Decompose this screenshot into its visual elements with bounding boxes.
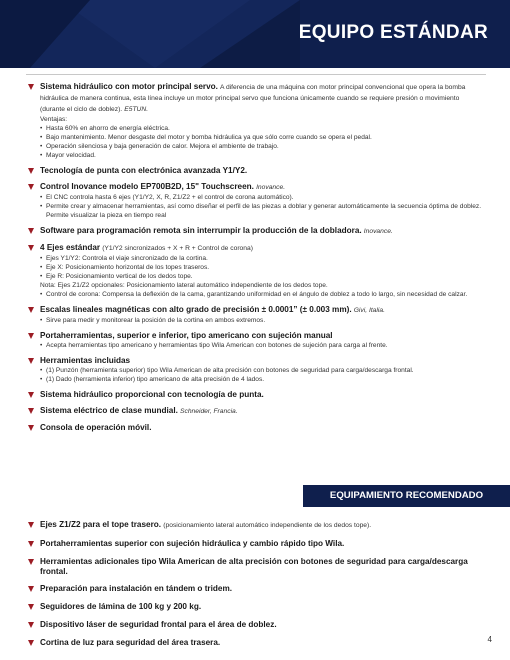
triangle-bullet-icon xyxy=(28,358,34,364)
item-brand: Schneider, Francia. xyxy=(180,408,238,415)
sub-item-text: Operación silenciosa y baja generación de calor. Mejora el ambiente de trabajo. xyxy=(46,143,279,150)
item-title: Seguidores de lámina de 100 kg y 200 kg. xyxy=(40,602,202,612)
sub-item xyxy=(40,272,482,281)
triangle-bullet-icon xyxy=(28,84,34,90)
sub-item xyxy=(40,316,482,325)
list-item xyxy=(26,182,482,220)
triangle-bullet-icon xyxy=(28,640,34,646)
triangle-bullet-icon xyxy=(28,245,34,251)
sub-item xyxy=(40,193,482,202)
triangle-bullet-icon xyxy=(28,622,34,628)
item-description: A diferencia de una máquina con motor principal convencional que opera la bomba hidráulica de manera continua, esta línea incluye un motor principal servo que funciona únicamente cuando se requiere presión o movimiento (durante el ciclo de doblez). xyxy=(40,84,466,113)
list-item xyxy=(26,406,482,417)
triangle-bullet-icon xyxy=(28,408,34,414)
triangle-bullet-icon xyxy=(28,541,34,547)
sub-item-text: Eje X: Posicionamiento horizontal de los topes traseros. xyxy=(46,264,210,271)
item-note: Nota: Ejes Z1/Z2 opcionales: Posicionamiento lateral automático independiente de los dedos tope. xyxy=(40,282,328,289)
list-item xyxy=(26,166,482,176)
item-title: Sistema eléctrico de clase mundial. xyxy=(40,406,178,415)
sub-item-text: Ejes Y1/Y2: Controla el viaje sincronizado de la cortina. xyxy=(46,255,208,262)
bullet-icon: • xyxy=(40,255,43,262)
list-item xyxy=(26,423,482,433)
item-description: (posicionamiento lateral automático independiente de los dedos tope). xyxy=(163,522,372,529)
sub-item-text: Eje R: Posicionamiento vertical de los dedos tope. xyxy=(46,273,193,280)
triangle-bullet-icon xyxy=(28,425,34,431)
item-title: Consola de operación móvil. xyxy=(40,423,152,432)
bullet-icon: • xyxy=(40,376,43,383)
standard-equipment-list xyxy=(26,82,482,439)
sub-list xyxy=(40,341,482,350)
triangle-bullet-icon xyxy=(28,228,34,234)
list-item xyxy=(26,620,496,630)
item-title: Software para programación remota sin interrumpir la producción de la dobladora. xyxy=(40,226,362,235)
page-title: EQUIPO ESTÁNDAR xyxy=(298,22,488,43)
bullet-icon: • xyxy=(40,134,43,141)
sub-item-text: Permite crear y almacenar herramientas, así como diseñar el perfil de las piezas a doblar y generar automáticamente la secuencia óptima de doblez. Permite visualizar la pieza en tiempo real xyxy=(46,203,482,219)
triangle-bullet-icon xyxy=(28,522,34,528)
sub-item xyxy=(40,254,482,263)
sub-list xyxy=(40,193,482,220)
sub-item-text: Bajo mantenimiento. Menor desgaste del motor y bomba hidráulica ya que sólo corre cuando se opera el pedal. xyxy=(46,134,372,141)
item-title: Herramientas adicionales tipo Wila American de alta precisión con botones de seguridad para carga/descarga frontal. xyxy=(40,556,468,576)
item-title: 4 Ejes estándar xyxy=(40,243,101,252)
bullet-icon: • xyxy=(40,317,43,324)
bullet-icon: • xyxy=(40,264,43,271)
item-brand: Givi, Italia. xyxy=(353,307,385,314)
bullet-icon: • xyxy=(40,367,43,374)
sub-list xyxy=(40,124,482,160)
item-title: Tecnología de punta con electrónica avanzada Y1/Y2. xyxy=(40,166,248,175)
sub-list xyxy=(40,290,482,299)
sub-list xyxy=(40,254,482,281)
triangle-bullet-icon xyxy=(28,392,34,398)
sub-item xyxy=(40,151,482,160)
list-item xyxy=(26,602,496,612)
sub-item-text: (1) Punzón (herramienta superior) tipo Wila American de alta precisión con botones de seguridad para carga/descarga frontal. xyxy=(46,367,414,374)
item-title: Portaherramientas superior con sujeción hidráulica y cambio rápido tipo Wila. xyxy=(40,538,345,548)
list-item xyxy=(26,520,496,531)
triangle-bullet-icon xyxy=(28,559,34,565)
item-title: Sistema hidráulico proporcional con tecnología de punta. xyxy=(40,390,264,399)
item-note: Ventajas: xyxy=(40,116,68,123)
item-brand: Inovance. xyxy=(363,228,393,235)
sub-item-text: Hasta 60% en ahorro de energía eléctrica. xyxy=(46,125,170,132)
list-item xyxy=(26,226,482,237)
bullet-icon: • xyxy=(40,194,43,201)
triangle-bullet-icon xyxy=(28,333,34,339)
item-title: Sistema hidráulico con motor principal servo. xyxy=(40,82,218,91)
sub-item-text: Control de corona: Compensa la deflexión de la cama, garantizando uniformidad en el ángulo de doblez a todo lo largo, sin necesidad de calzar. xyxy=(46,291,468,298)
recommended-equipment-list xyxy=(26,520,496,656)
sub-item xyxy=(40,133,482,142)
list-item xyxy=(26,305,482,325)
bullet-icon: • xyxy=(40,291,43,298)
sub-item xyxy=(40,366,482,375)
list-item xyxy=(26,584,496,594)
bullet-icon: • xyxy=(40,273,43,280)
sub-item-text: (1) Dado (herramienta inferior) tipo americano de alta precisión de 4 lados. xyxy=(46,376,265,383)
item-brand: E5TUN. xyxy=(124,106,149,113)
list-item xyxy=(26,390,482,400)
item-title: Cortina de luz para seguridad del área trasera. xyxy=(40,637,221,647)
sub-item-text: Mayor velocidad. xyxy=(46,152,96,159)
triangle-bullet-icon xyxy=(28,307,34,313)
page-number: 4 xyxy=(487,635,492,644)
item-title: Ejes Z1/Z2 para el tope trasero. xyxy=(40,520,162,529)
item-title: Control Inovance modelo EP700B2D, 15" Touchscreen. xyxy=(40,182,254,191)
item-title: Dispositivo láser de seguridad frontal para el área de doblez. xyxy=(40,619,277,629)
triangle-bullet-icon xyxy=(28,604,34,610)
list-item xyxy=(26,243,482,299)
list-item xyxy=(26,539,496,549)
list-item xyxy=(26,638,496,648)
sub-item xyxy=(40,375,482,384)
sub-item-text: Sirve para medir y monitorear la posición de la cortina en ambos extremos. xyxy=(46,317,266,324)
item-title: Portaherramientas, superior e inferior, tipo americano con sujeción manual xyxy=(40,331,333,340)
sub-item-text: El CNC controla hasta 6 ejes (Y1/Y2, X, R, Z1/Z2 + el control de corona automático). xyxy=(46,194,294,201)
bullet-icon: • xyxy=(40,143,43,150)
top-divider xyxy=(26,74,486,75)
sub-item xyxy=(40,124,482,133)
sub-item-text: Acepta herramientas tipo americano y herramientas tipo Wila American con botones de sujeción para carga al frente. xyxy=(46,342,388,349)
sub-list xyxy=(40,366,482,384)
sub-item xyxy=(40,202,482,220)
list-item xyxy=(26,356,482,384)
sub-item xyxy=(40,341,482,350)
bullet-icon: • xyxy=(40,203,43,210)
sub-item xyxy=(40,142,482,151)
list-item xyxy=(26,331,482,350)
bullet-icon: • xyxy=(40,125,43,132)
sub-item xyxy=(40,290,482,299)
item-brand: Inovance. xyxy=(256,184,286,191)
list-item xyxy=(26,557,496,577)
sub-list xyxy=(40,316,482,325)
item-title: Preparación para instalación en tándem o tridem. xyxy=(40,584,233,594)
item-description: (Y1/Y2 sincronizados + X + R + Control de corona) xyxy=(102,245,253,252)
triangle-bullet-icon xyxy=(28,184,34,190)
bullet-icon: • xyxy=(40,152,43,159)
triangle-bullet-icon xyxy=(28,168,34,174)
recommended-section-header: EQUIPAMIENTO RECOMENDADO xyxy=(303,485,510,507)
page-header xyxy=(0,0,510,68)
list-item xyxy=(26,82,482,160)
sub-item xyxy=(40,263,482,272)
bullet-icon: • xyxy=(40,342,43,349)
item-title: Escalas lineales magnéticas con alto grado de precisión ± 0.0001” (± 0.003 mm). xyxy=(40,305,352,314)
item-title: Herramientas incluidas xyxy=(40,356,131,365)
triangle-bullet-icon xyxy=(28,586,34,592)
